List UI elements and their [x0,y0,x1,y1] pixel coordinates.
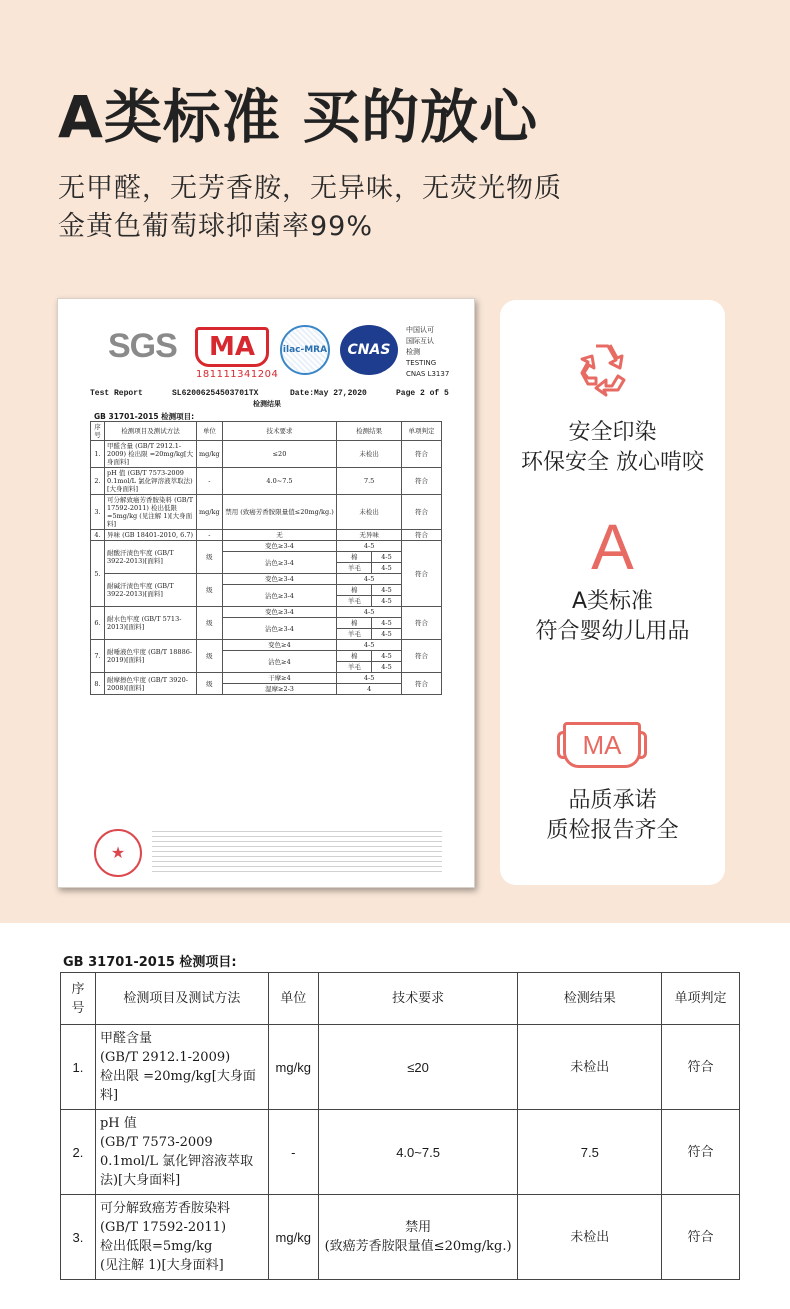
cnas-caption: 中国认可 国际互认 检测 TESTING CNAS L3137 [406,326,450,378]
test-results-table [60,972,740,1280]
report-std-title: GB 31701-2015 检测项目: [94,412,195,421]
table-row: 3. 可分解致癌芳香胺染料 (GB/T 17592-2011) 检出低限=5mg/kg (见注解 1)[大身面料] mg/kg 禁用 (致癌芳香胺限量值≤20mg/kg.) 未检出 符合 [61,1195,740,1280]
grade-a-text: A类标准 符合婴幼儿用品 [535,589,690,644]
ilac-mra-logo: ilac-MRA [280,325,330,375]
safe-dye-text: 安全印染 环保安全 放心啃咬 [521,420,704,475]
table-row: 4. 异味 (GB 18401-2010, 6.7) - 无 无异味 符合 [91,530,442,541]
ma-number: 181111341204 [196,369,279,380]
ma-icon: MA [563,722,641,768]
page-title: A类标准 买的放心 [58,83,539,151]
table-header-row: 序号 检测项目及测试方法 单位 技术要求 检测结果 单项判定 [91,422,442,441]
report-number: SL62006254503701TX [172,389,259,398]
report-label: Test Report [90,389,143,398]
table-row: 1. 甲醛含量 (GB/T 2912.1-2009) 检出限 =20mg/kg[大身面料] mg/kg ≤20 未检出 符合 [91,441,442,468]
table-row: 耐碱汗渍色牢度 (GB/T 3922-2013)[面料] 级 变色≥3-4 4-5 [91,574,442,585]
table-header-row: 序号 检测项目及测试方法 单位 技术要求 检测结果 单项判定 [61,973,740,1025]
test-report-document [57,298,475,888]
sgs-logo: SGS [108,327,177,365]
table-row: 8. 耐摩擦色牢度 (GB/T 3920-2008)[面料] 级 干摩≥4 4-5 符合 [91,673,442,684]
report-footer [90,827,450,882]
recycle-icon [574,338,634,398]
table-row: 6. 耐水色牢度 (GB/T 5713-2013)[面料] 级 变色≥3-4 4-5 符合 [91,607,442,618]
cnas-logo: CNAS [340,325,398,375]
certification-logos [100,323,460,383]
official-stamp-icon: ★ [94,829,142,877]
feature-line-2: 金黄色葡萄球抑菌率99% [58,211,374,242]
std-title: GB 31701-2015 检测项目: [63,955,237,970]
report-date: Date:May 27,2020 [290,389,367,398]
report-page: Page 2 of 5 [396,389,449,398]
table-row: 7. 耐唾液色牢度 (GB/T 18886-2019)[面料] 级 变色≥4 4-5 符合 [91,640,442,651]
result-title: 检测结果 [253,400,281,408]
table-row: 3. 可分解致癌芳香胺染料 (GB/T 17592-2011) 检出低限=5mg/kg (见注解 1)[大身面料] mg/kg 禁用 (致癌芳香胺限量值≤20mg/kg.) 未检出 符合 [91,495,442,530]
quality-text: 品质承诺 质检报告齐全 [546,788,679,843]
table-row: 1. 甲醛含量 (GB/T 2912.1-2009) 检出限 =20mg/kg[大身面料] mg/kg ≤20 未检出 符合 [61,1025,740,1110]
table-row: 2. pH 值 (GB/T 7573-2009 0.1mol/L 氯化钾溶液萃取法)[大身面料] - 4.0~7.5 7.5 符合 [61,1110,740,1195]
enlarged-table-section [0,923,790,1309]
table-row: 2. pH 值 (GB/T 7573-2009 0.1mol/L 氯化钾溶液萃取法)[大身面料] - 4.0~7.5 7.5 符合 [91,468,442,495]
table-row: 5. 耐酸汗渍色牢度 (GB/T 3922-2013)[面料] 级 变色≥3-4 4-5 符合 [91,541,442,552]
feature-line-1: 无甲醛，无芳香胺，无异味，无荧光物质 [58,173,562,204]
ma-logo: MA [195,327,269,367]
report-table: 序号 检测项目及测试方法 单位 技术要求 检测结果 单项判定 1. 甲醛含量 (GB/T 2912.1-2009) 检出限 =20mg/kg[大身面料] mg/kg ≤20 未检出 符合 2. pH 值 (GB/T 7573-2009 0.1mol/L 氯化钾溶液萃取法)[大身面料] - 4.0~7.5 7.5 符合 3. 可分解致癌芳香胺染料 (GB/T 17592-2011) 检出低限=5mg/kg (见注解 1)[大身面料] mg/kg 禁用 (致癌芳香胺限量值≤20mg/kg.) 未检出 符合 4. 异味 (GB 18401-2010, 6.7) - 无 无异味 符合 5. 耐酸汗渍色牢度 (GB/T 3922-2013)[面料] 级 变色≥3-4 4-5 符合 沾色≥3-4 棉 4-5 羊毛 4-5 耐碱汗渍色牢度 (GB/T 3922-2013)[面料] 级 变色≥3-4 4-5 沾色≥3-4 棉 4-5 羊毛 4-5 6. 耐水色牢度 (GB/T 5713-2013)[面料] 级 变色≥3-4 4-5 符合 沾色≥3-4 棉 4-5 羊毛 4-5 7. 耐唾液色牢度 (GB/T 18886-2019)[面料] 级 变色≥4 4-5 符合 沾色≥4 棉 4-5 羊毛 4-5 8. 耐摩擦色牢度 (GB/T 3920-2008)[面料] 级 干摩≥4 4-5 符合 湿摩≥2-3 4 [90,421,442,695]
fine-print [152,831,442,875]
grade-a-icon: A [591,511,634,583]
